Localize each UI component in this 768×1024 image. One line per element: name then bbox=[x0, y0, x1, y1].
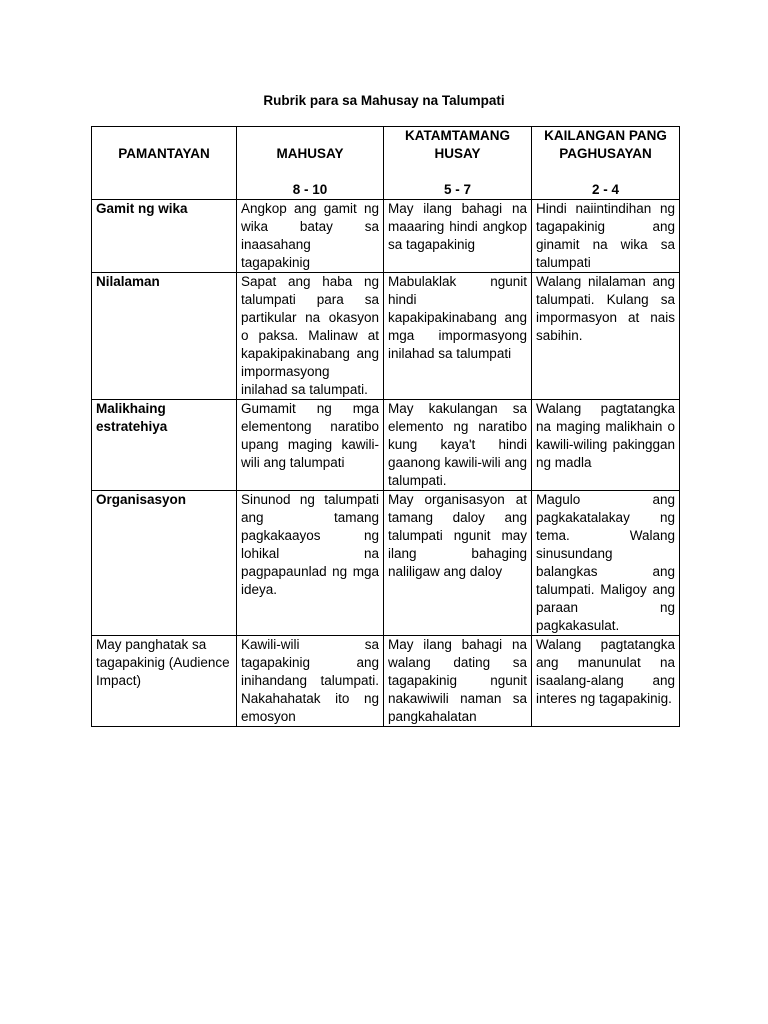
table-row bbox=[92, 200, 680, 273]
header-row bbox=[92, 127, 680, 200]
header-criteria: PAMANTAYAN bbox=[92, 127, 237, 200]
katamtaman-cell: May ilang bahagi na maaaring hindi angkop sa tagapakinig bbox=[384, 200, 532, 273]
kailangan-cell: Hindi naiintindihan ng tagapakinig ang ginamit na wika sa talumpati bbox=[532, 200, 680, 273]
table-row bbox=[92, 273, 680, 400]
header-mahusay-label: MAHUSAY bbox=[276, 146, 344, 161]
katamtaman-cell: May organisasyon at tamang daloy ang talumpati ngunit may ilang bahaging naliligaw ang daloy bbox=[384, 491, 532, 636]
header-mahusay bbox=[237, 127, 384, 200]
mahusay-cell: Sapat ang haba ng talumpati para sa partikular na okasyon o paksa. Malinaw at kapakipakinabang ang impormasyong inilahad sa talumpati. bbox=[237, 273, 384, 400]
criterion-cell: Gamit ng wika bbox=[92, 200, 237, 273]
katamtaman-cell: Mabulaklak ngunit hindi kapakipakinabang ang mga impormasyong inilahad sa talumpati bbox=[384, 273, 532, 400]
criterion-cell: Malikhaing estratehiya bbox=[92, 400, 237, 491]
kailangan-cell: Walang nilalaman ang talumpati. Kulang sa impormasyon at nais sabihin. bbox=[532, 273, 680, 400]
kailangan-cell: Magulo ang pagkakatalakay ng tema. Walang sinusundang balangkas ang talumpati. Maligoy ang paraan ng pagkakasulat. bbox=[532, 491, 680, 636]
header-katamtaman-label: KATAMTAMANG HUSAY bbox=[405, 128, 510, 161]
katamtaman-cell: May kakulangan sa elemento ng naratibo kung kaya't hindi gaanong kawili-wili ang talumpati. bbox=[384, 400, 532, 491]
header-katamtaman-score: 5 - 7 bbox=[443, 182, 471, 197]
mahusay-cell: Kawili-wili sa tagapakinig ang inihandang talumpati. Nakahahatak ito ng emosyon bbox=[237, 636, 384, 727]
header-kailangan bbox=[532, 127, 680, 200]
kailangan-cell: Walang pagtatangka na maging malikhain o kawili-wiling pakinggan ng madla bbox=[532, 400, 680, 491]
criterion-cell: May panghatak sa tagapakinig (Audience Impact) bbox=[92, 636, 237, 727]
criterion-cell: Organisasyon bbox=[92, 491, 237, 636]
page-title: Rubrik para sa Mahusay na Talumpati bbox=[263, 93, 505, 108]
mahusay-cell: Sinunod ng talumpati ang tamang pagkakaayos ng lohikal na pagpapaunlad ng mga ideya. bbox=[237, 491, 384, 636]
table-row bbox=[92, 636, 680, 727]
rubric-table bbox=[91, 126, 680, 727]
header-kailangan-label: KAILANGAN PANG PAGHUSAYAN bbox=[544, 128, 667, 161]
mahusay-cell: Angkop ang gamit ng wika batay sa inaasahang tagapakinig bbox=[237, 200, 384, 273]
criterion-cell: Nilalaman bbox=[92, 273, 237, 400]
kailangan-cell: Walang pagtatangka ang manunulat na isaalang-alang ang interes ng tagapakinig. bbox=[532, 636, 680, 727]
table-row bbox=[92, 400, 680, 491]
header-kailangan-score: 2 - 4 bbox=[591, 182, 619, 197]
header-katamtaman bbox=[384, 127, 532, 200]
mahusay-cell: Gumamit ng mga elementong naratibo upang maging kawili-wili ang talumpati bbox=[237, 400, 384, 491]
header-mahusay-score: 8 - 10 bbox=[292, 182, 328, 197]
table-row bbox=[92, 491, 680, 636]
katamtaman-cell: May ilang bahagi na walang dating sa tagapakinig ngunit nakawiwili naman sa pangkahalatan bbox=[384, 636, 532, 727]
